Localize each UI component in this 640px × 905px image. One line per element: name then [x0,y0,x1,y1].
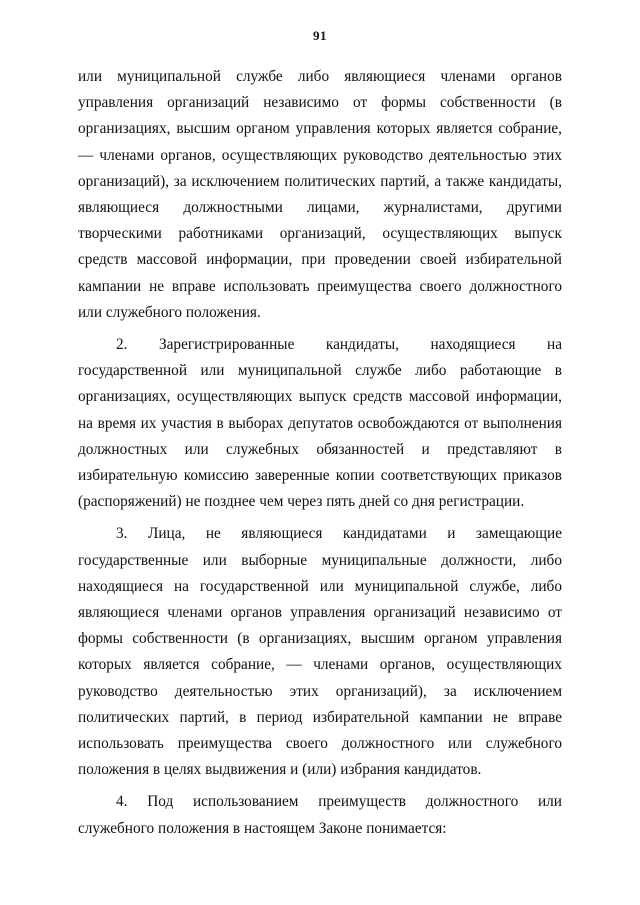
paragraph-item-2: 2. Зарегистрированные кандидаты, находящиеся на государственной или муниципальной службе либо работающие в организациях, осуществляющих выпуск средств массовой информации, на время их участия в выборах депутатов освобождаются от выполнения должностных или служебных обязанностей и представляют в избирательную комиссию заверенные копии соответствующих приказов (распоряжений) не позднее чем через пять дней со дня регистрации. [78,336,562,511]
paragraph-continuation: или муниципальной службе либо являющиеся членами органов управления организаций независимо от формы собственности (в организациях, высшим органом управления которых является собрание, — членами органов, осуществляющих руководство деятельностью этих организаций), за исключением политических партий, а также кандидаты, являющиеся должностными лицами, журналистами, другими творческими работниками организаций, осуществляющих выпуск средств массовой информации, при проведении своей избирательной кампании не вправе использовать преимущества своего должностного или служебного положения. [78,68,562,321]
document-body [78,64,562,842]
paragraph-item-3: 3. Лица, не являющиеся кандидатами и замещающие государственные или выборные муниципальные должности, либо находящиеся на государственной или муниципальной службе, либо являющиеся членами органов управления организаций независимо от формы собственности (в организациях, высшим органом управления которых является собрание, — членами органов, осуществляющих руководство деятельностью этих организаций), за исключением политических партий, в период избирательной кампании не вправе использовать преимущества своего должностного или служебного положения в целях выдвижения и (или) избрания кандидатов. [78,525,562,779]
paragraph-item-4: 4. Под использованием преимуществ должностного или служебного положения в настоящем Законе понимается: [78,793,562,837]
page-number: 91 [313,28,327,43]
